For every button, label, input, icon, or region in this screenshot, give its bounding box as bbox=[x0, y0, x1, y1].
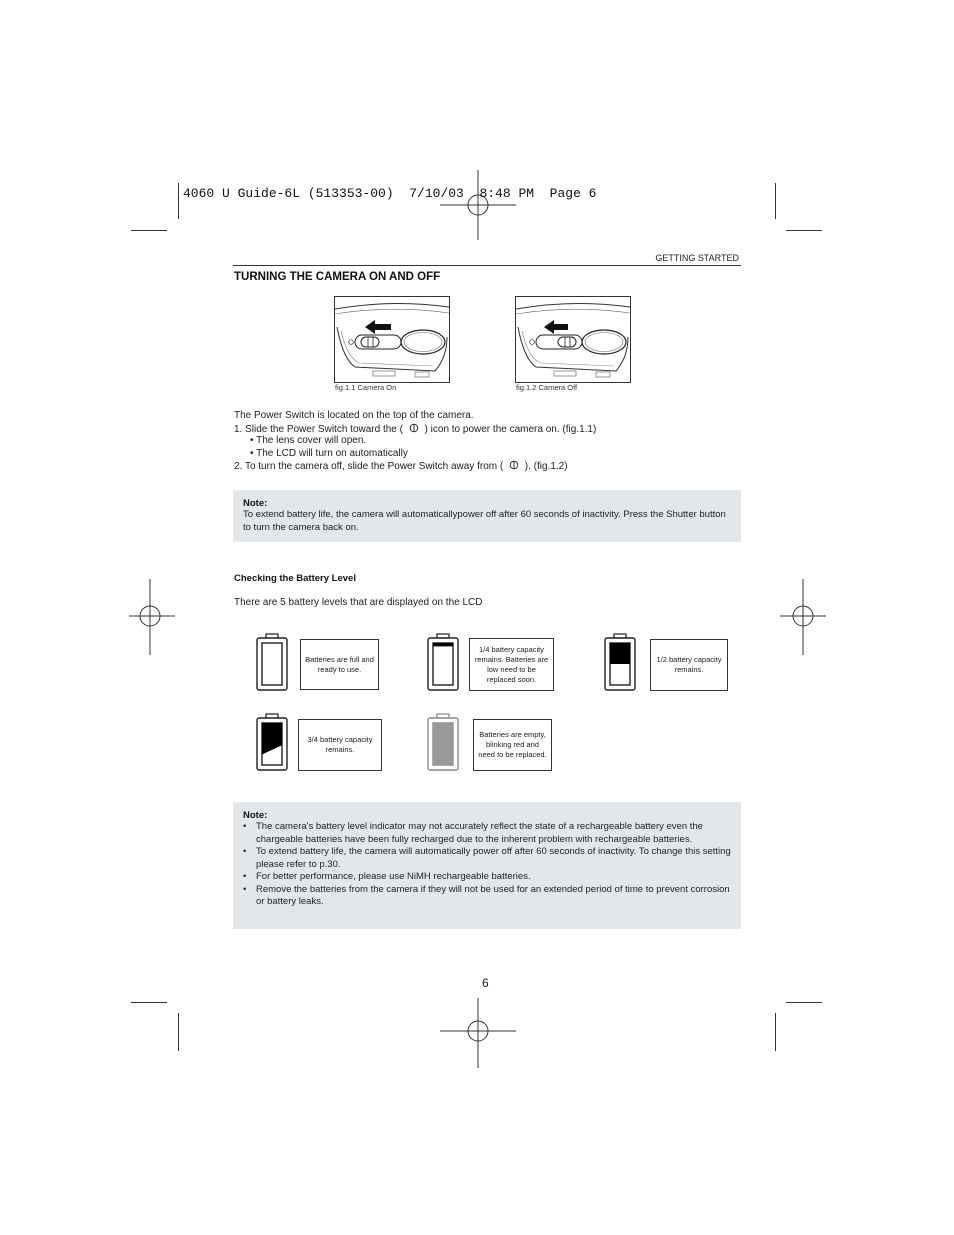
header-rule bbox=[233, 265, 741, 266]
list-item: • For better performance, please use NiMH rechargeable batteries. bbox=[243, 871, 731, 884]
battery-level-label: 1/2 battery capacity remains. bbox=[650, 639, 728, 691]
registration-mark-top bbox=[440, 170, 516, 240]
step-text: ) icon to power the camera on. (fig.1.1) bbox=[424, 424, 597, 435]
page-title: TURNING THE CAMERA ON AND OFF bbox=[234, 271, 441, 283]
battery-level-label: 3/4 battery capacity remains. bbox=[298, 719, 382, 771]
figure-caption: fig.1.2 Camera Off bbox=[516, 383, 578, 392]
battery-half-icon bbox=[604, 633, 636, 691]
battery-fill bbox=[610, 643, 630, 664]
battery-fill bbox=[433, 643, 453, 646]
list-item: • Remove the batteries from the camera if they will not be used for an extended period of time to prevent corrosion or battery leaks. bbox=[243, 884, 731, 909]
step-text: 2. To turn the camera off, slide the Power Switch away from ( bbox=[234, 461, 504, 472]
battery-level-label: Batteries are full and ready to use. bbox=[300, 639, 379, 690]
power-icon bbox=[408, 423, 420, 433]
battery-cell bbox=[433, 643, 453, 685]
figure-camera-off bbox=[515, 296, 631, 383]
list-item: • To extend battery life, the camera will automatically power off after 60 seconds of inactivity. To change this setting please refer to p.30. bbox=[243, 846, 731, 871]
battery-empty-icon bbox=[427, 713, 459, 771]
note-title: Note: bbox=[243, 810, 268, 821]
step-text: ). (fig.1.2) bbox=[524, 461, 568, 472]
battery-level-label: 1/4 battery capacity remains. Batteries are low need to be replaced soon. bbox=[469, 638, 554, 691]
battery-low-icon bbox=[427, 633, 459, 691]
battery-level-label: Batteries are empty, blinking red and need to be replaced. bbox=[473, 719, 552, 771]
note-box-battery bbox=[233, 802, 741, 929]
page-number: 6 bbox=[482, 976, 489, 990]
print-slug: 4060 U Guide-6L (513353-00) 7/10/03 8:48 PM Page 6 bbox=[183, 186, 597, 201]
list-item: • The camera's battery level indicator may not accurately reflect the state of a rechargeable battery even the chargeable batteries have been fully recharged due to the inherent problem with rechargeable batteries. bbox=[243, 821, 731, 846]
registration-mark-left bbox=[129, 579, 175, 655]
note-text: To extend battery life, the camera will automaticallypower off after 60 seconds of inactivity. Press the Shutter button to turn the camera back on. bbox=[243, 509, 726, 533]
section-label: GETTING STARTED bbox=[655, 253, 739, 263]
power-icon bbox=[508, 460, 520, 470]
note-box-power bbox=[233, 490, 741, 542]
note-title: Note: bbox=[243, 498, 268, 509]
camera-top-illustration bbox=[335, 297, 449, 382]
figure-camera-on bbox=[334, 296, 450, 383]
battery-section-title: Checking the Battery Level bbox=[234, 573, 356, 584]
power-bullet-2: • The LCD will turn on automatically bbox=[250, 448, 408, 459]
power-step-1 bbox=[234, 423, 596, 435]
power-bullet-1: • The lens cover will open. bbox=[250, 435, 367, 446]
battery-three-quarter-icon bbox=[256, 713, 288, 771]
note-list bbox=[243, 821, 731, 909]
battery-cell bbox=[262, 643, 282, 685]
battery-fill bbox=[433, 723, 453, 765]
step-text: 1. Slide the Power Switch toward the ( bbox=[234, 424, 403, 435]
registration-mark-bottom bbox=[440, 998, 516, 1068]
camera-top-illustration bbox=[516, 297, 630, 382]
power-step-2 bbox=[234, 460, 568, 472]
registration-mark-right bbox=[780, 579, 826, 655]
battery-full-icon bbox=[256, 633, 288, 691]
power-intro: The Power Switch is located on the top of the camera. bbox=[234, 410, 474, 421]
battery-intro: There are 5 battery levels that are displayed on the LCD bbox=[234, 597, 483, 608]
figure-caption: fig.1.1 Camera On bbox=[335, 383, 397, 392]
